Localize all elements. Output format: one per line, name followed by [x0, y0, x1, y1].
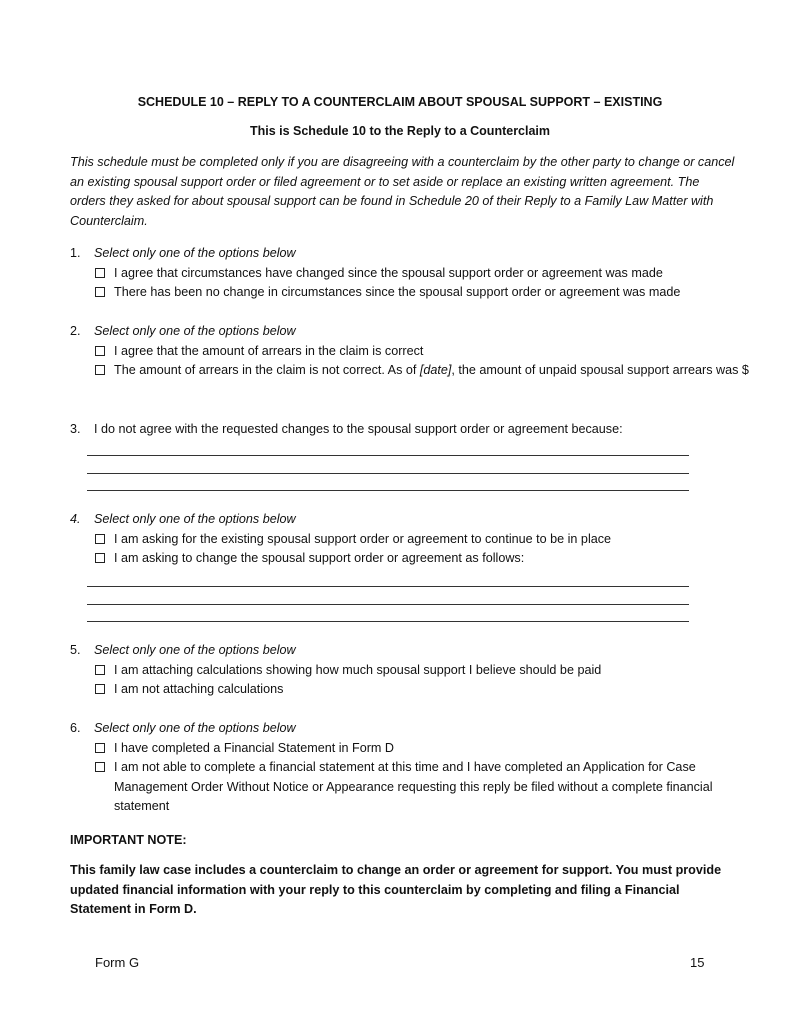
- option-change-order[interactable]: [95, 549, 750, 569]
- answer-line[interactable]: [87, 586, 689, 587]
- question-number: 6.: [70, 721, 81, 735]
- option-label: I agree that the amount of arrears in the claim is correct: [114, 343, 424, 358]
- option-label: There has been no change in circumstances since the spousal support order or agreement was made: [114, 285, 681, 299]
- option-label: I am attaching calculations showing how much spousal support I believe should be paid: [114, 662, 602, 677]
- question-4: [70, 510, 750, 569]
- checkbox[interactable]: [95, 346, 105, 356]
- important-note-body: This family law case includes a counterclaim to change an order or agreement for support. You must provide updated financial information with your reply to this counterclaim by completing and filing a Financial Statement in Form D.: [70, 863, 722, 916]
- answer-line[interactable]: [87, 621, 689, 622]
- question-2: [70, 322, 750, 381]
- answer-line[interactable]: [87, 604, 689, 605]
- option-label: [114, 361, 750, 381]
- question-prompt: Select only one of the options below: [94, 643, 296, 657]
- option-label: I have completed a Financial Statement in Form D: [114, 740, 394, 755]
- question-number: 3.: [70, 422, 81, 436]
- question-prompt: Select only one of the options below: [94, 324, 296, 338]
- important-note-heading: IMPORTANT NOTE:: [70, 833, 187, 847]
- checkbox[interactable]: [95, 762, 105, 772]
- option-not-attaching-calculations[interactable]: [95, 680, 750, 700]
- option-label: I am not attaching calculations: [114, 682, 284, 696]
- question-number: 2.: [70, 324, 81, 338]
- answer-line[interactable]: [87, 473, 689, 474]
- checkbox[interactable]: [95, 287, 105, 297]
- footer-page-number: 15: [690, 955, 705, 970]
- option-arrears-not-correct[interactable]: [95, 361, 750, 381]
- option-label-part: , the amount of unpaid spousal support arrears was $: [451, 363, 749, 377]
- option-label: I agree that circumstances have changed since the spousal support order or agreement was made: [114, 265, 663, 280]
- question-prompt: Select only one of the options below: [94, 512, 296, 526]
- option-label: I am asking to change the spousal support order or agreement as follows:: [114, 551, 525, 565]
- checkbox[interactable]: [95, 534, 105, 544]
- checkbox[interactable]: [95, 268, 105, 278]
- answer-line[interactable]: [87, 490, 689, 491]
- checkbox[interactable]: [95, 665, 105, 675]
- checkbox[interactable]: [95, 365, 105, 375]
- question-3: [70, 420, 750, 440]
- question-number: 5.: [70, 643, 81, 657]
- checkbox[interactable]: [95, 553, 105, 563]
- option-label: I am not able to complete a financial statement at this time and I have completed an Application for Case Management Order Without Notice or Appearance requesting this reply be filed without a complete financial statement: [114, 760, 713, 813]
- option-financial-statement-not-possible[interactable]: [95, 758, 750, 817]
- question-text: I do not agree with the requested changes to the spousal support order or agreement because:: [94, 422, 623, 436]
- schedule-title: SCHEDULE 10 – REPLY TO A COUNTERCLAIM ABOUT SPOUSAL SUPPORT – EXISTING: [137, 95, 663, 109]
- question-6: [70, 719, 750, 817]
- option-no-change[interactable]: [95, 283, 750, 303]
- footer-form-name: Form G: [95, 955, 140, 970]
- checkbox[interactable]: [95, 743, 105, 753]
- option-financial-statement-completed[interactable]: [95, 739, 750, 759]
- intro-paragraph: This schedule must be completed only if you are disagreeing with a counterclaim by the other party to change or cancel an existing spousal support order or filed agreement or to set aside or replace an existing written agreement. The orders they asked for about spousal support can be found in Schedule 20 of their Reply to a Family Law Matter with Counterclaim.: [70, 155, 735, 228]
- option-arrears-correct[interactable]: [95, 342, 750, 362]
- option-continue-order[interactable]: [95, 530, 750, 550]
- date-placeholder: [date]: [419, 363, 452, 377]
- option-circumstances-changed[interactable]: [95, 264, 750, 284]
- question-5: [70, 641, 750, 700]
- answer-line[interactable]: [87, 455, 689, 456]
- question-1: [70, 244, 750, 303]
- checkbox[interactable]: [95, 684, 105, 694]
- option-label: I am asking for the existing spousal support order or agreement to continue to be in place: [114, 531, 612, 546]
- schedule-subtitle: This is Schedule 10 to the Reply to a Counterclaim: [249, 124, 551, 138]
- option-attaching-calculations[interactable]: [95, 661, 750, 681]
- question-prompt: Select only one of the options below: [94, 246, 296, 260]
- question-prompt: Select only one of the options below: [94, 721, 296, 735]
- option-label-part: The amount of arrears in the claim is not correct. As of: [114, 363, 420, 377]
- question-number: 1.: [70, 246, 81, 260]
- question-number: 4.: [70, 512, 81, 526]
